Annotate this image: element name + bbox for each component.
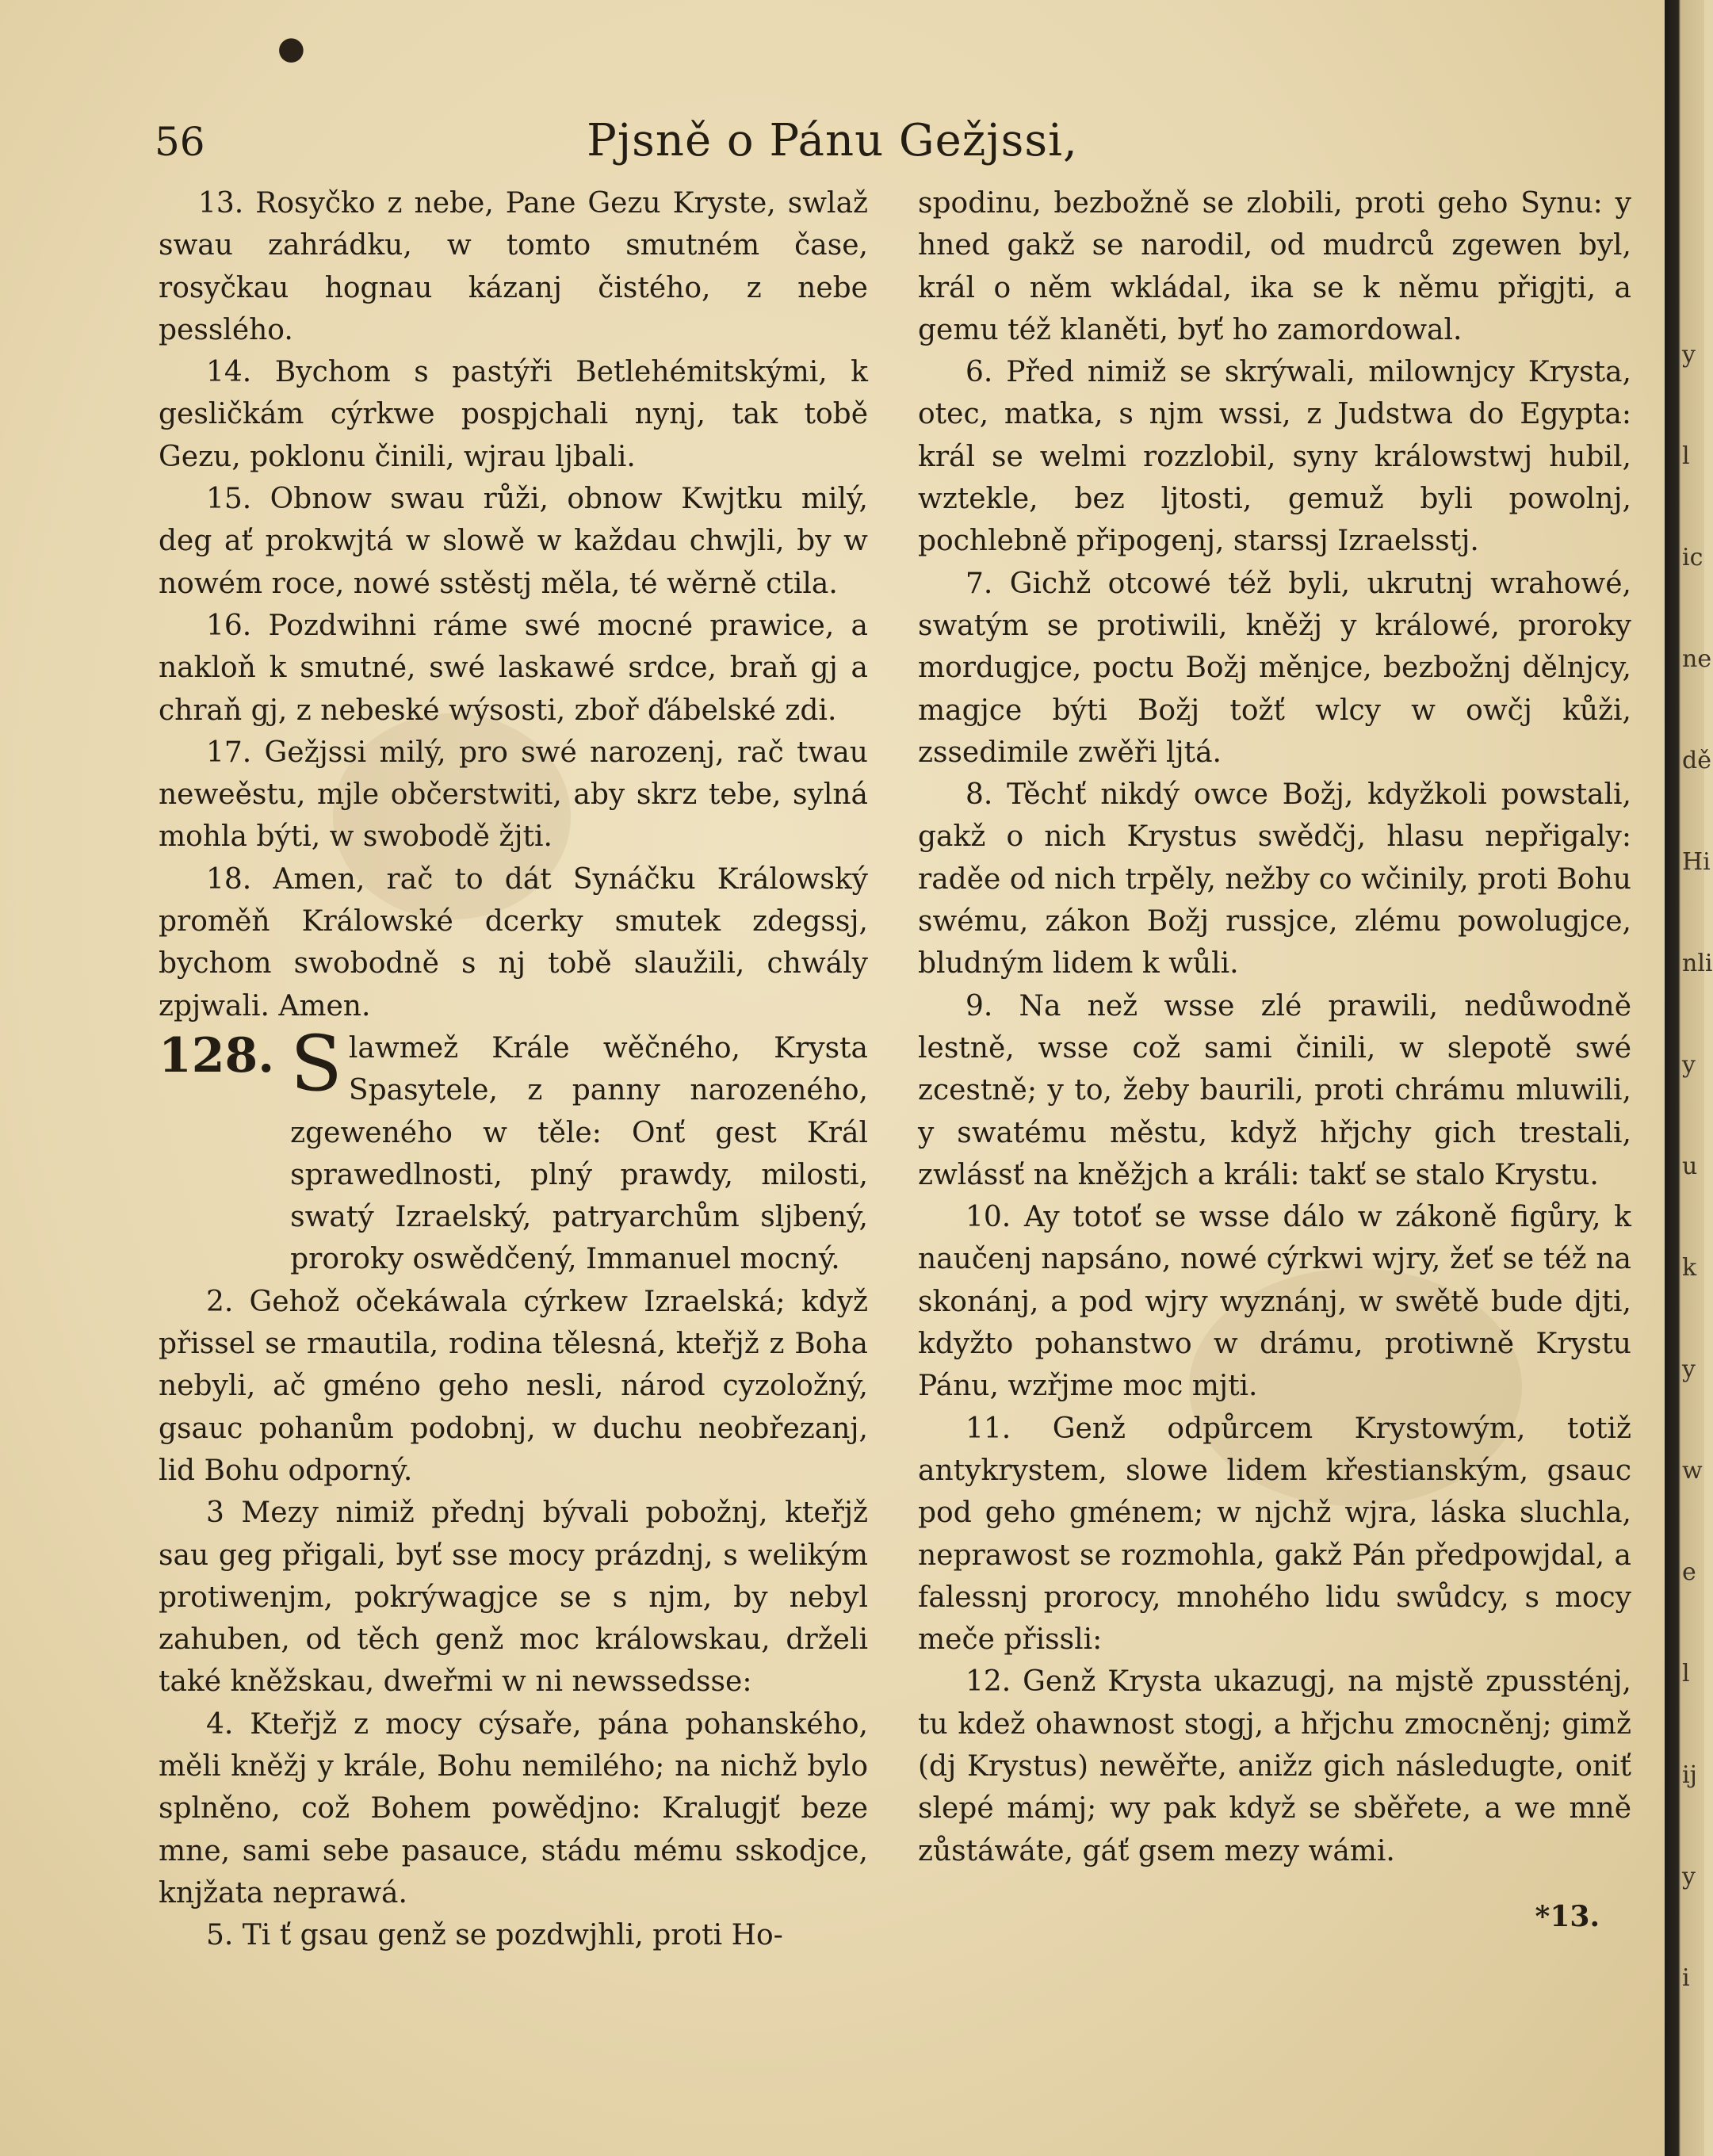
edge-fragment: Hi (1682, 848, 1711, 876)
edge-fragment: nli (1682, 950, 1713, 977)
edge-fragment: dě (1682, 747, 1711, 774)
ink-mark: ● (277, 30, 305, 67)
stanza: 9. Na než wsse zlé prawili, nedůwodně lestně, wsse což sami činili, w slepotě swé zcestně; y to, žeby baurili, proti chrámu mluwili, y swatému městu, když hřjchy gich trestali, zwlássť na kněžjch a králi: takť se stalo Krystu. (918, 989, 1631, 1191)
edge-fragment: ne (1682, 645, 1712, 673)
edge-fragment: y (1682, 1355, 1696, 1383)
stanza: 5. Ti ť gsau genž se pozdwjhli, proti Ho- (206, 1919, 783, 1952)
edge-fragment: y (1682, 341, 1696, 369)
stanza: 13. Rosyčko z nebe, Pane Gezu Kryste, swlaž swau zahrádku, w tomto smutném čase, rosyčkau hognau kázanj čistého, z nebe pesslého. (159, 187, 868, 346)
page-title: Pjsně o Pánu Gežjssi, (587, 115, 1078, 166)
stanza: 3 Mezy nimiž přednj bývali pobožnj, kteřjž sau geg přigali, byť sse mocy prázdnj, s welikým protiwenjm, pokrýwagjce se s njm, by nebyl zahuben, od těch genž moc králowskau, drželi také kněžskau, dweřmi w ni newssedsse: (159, 1497, 868, 1699)
stanza: 8. Těchť nikdý owce Božj, kdyžkoli powstali, gakž o nich Krystus swědčj, hlasu nepřigaly: raděe od nich trpěly, nežby co wčinily, proti Bohu swému, zákon Božj russjce, zlému powolugjce, bludným lidem k wůli. (918, 778, 1631, 981)
edge-fragment: y (1682, 1863, 1696, 1890)
stanza: 15. Obnow swau růži, obnow Kwjtku milý, deg ať prokwjtá w slowě w každau chwjli, by w nowém roce, nowé sstěstj měla, té wěrně ctila. (159, 483, 868, 600)
edge-fragment: l (1682, 442, 1690, 470)
stanza: 10. Ay totoť se wsse dálo w zákoně figůry, k naučenj napsáno, nowé cýrkwi wjry, žeť se též na skonánj, a pod wjry wyznánj, w swětě bude djti, kdyžto pohanstwo w drámu, protiwně Krystu Pánu, wzřjme moc mjti. (918, 1201, 1631, 1403)
hymn-heading (159, 1019, 868, 1281)
stanza-continuation: spodinu, bezbožně se zlobili, proti geho Synu: y hned gakž se narodil, od mudrců zgewen byl, král o něm wkládal, ika se k němu přigjti, a gemu též klaněti, byť ho zamordowal. (918, 187, 1631, 346)
edge-fragment: u (1682, 1153, 1698, 1180)
hymn-first-stanza-text: lawmež Krále wěčného, Krysta Spasytele, z panny narozeného, zgeweného w těle: Onť gest Král sprawedlnosti, plný prawdy, milosti, swatý Izraelský, patryarchům sljbený, proroky oswědčený, Immanuel mocný. (290, 1031, 868, 1276)
hymn-first-stanza (290, 1019, 868, 1281)
stanza: 7. Gichž otcowé též byli, ukrutnj wrahowé, swatým se protiwili, kněžj y králowé, proroky mordugjce, poctu Božj měnjce, bezbožnj dělnjcy, magjce býti Božj tožť wlcy w owčj kůži, zssedimile zwěři ljtá. (918, 567, 1631, 769)
edge-fragment: ij (1682, 1761, 1697, 1789)
edge-fragment: y (1682, 1051, 1696, 1079)
drop-cap: S (290, 1019, 342, 1108)
edge-fragment: l (1682, 1660, 1690, 1688)
stanza: 6. Před nimiž se skrýwali, milownjcy Krysta, otec, matka, s njm wssi, z Judstwa do Egypta: král se welmi rozzlobil, syny králowstwj hubil, wztekle, bez ljtosti, gemuž byli powolnj, pochlebně připogenj, starssj Izraelsstj. (918, 356, 1631, 558)
hymn-number: 128. (159, 1027, 275, 1084)
edge-fragment: i (1682, 1964, 1690, 1992)
stanza: 14. Bychom s pastýři Betlehémitskými, k gesličkám cýrkwe pospjchali nynj, tak tobě Gezu, poklonu činili, wjrau ljbali. (159, 356, 868, 473)
page-number: 56 (155, 119, 205, 165)
stanza: 12. Genž Krysta ukazugj, na mjstě zpussténj, tu kdež ohawnost stogj, a hřjchu zmocněnj; gimž (dj Krystus) newěřte, anižz gich následugte, oniť slepé mámj; wy pak když se sběřete, a we mně zůstáwáte, gáť gsem mezy wámi. (918, 1665, 1631, 1867)
catchword: *13. (1535, 1899, 1600, 1933)
left-column (159, 182, 868, 1956)
stanza: 4. Kteřjž z mocy cýsaře, pána pohanského, měli kněžj y krále, Bohu nemilého; na nichž bylo splněno, což Bohem powědjno: Kralugjť beze mne, sami sebe pasauce, stádu mému sskodjce, knjžata neprawá. (159, 1707, 868, 1909)
stanza: 2. Gehož očekáwala cýrkew Izraelská; když přissel se rmautila, rodina tělesná, kteřjž z Boha nebyli, ač gméno geho nesli, národ cyzoložný, gsauc pohanům podobnj, w duchu neobřezanj, lid Bohu odporný. (159, 1285, 868, 1487)
stanza: 11. Genž odpůrcem Krystowým, totiž antykrystem, slowe lidem křestianským, gsauc pod geho gménem; w njchž wjra, láska sluchla, neprawost se rozmohla, gakž Pán předpowjdal, a falessnj prorocy, mnohého lidu swůdcy, s mocy meče přissli: (918, 1412, 1631, 1657)
edge-fragment: e (1682, 1558, 1696, 1586)
edge-fragment: ic (1682, 544, 1703, 571)
stanza: 18. Amen, rač to dát Synáčku Králowský proměň Králowské dcerky smutek zdegssj, bychom swobodně s nj tobě slaužili, chwály zpjwali. Amen. (159, 862, 868, 1023)
stanza: 17. Gežjssi milý, pro swé narozenj, rač twau neweěstu, mjle občerstwiti, aby skrz tebe, sylná mohla býti, w swobodě žjti. (159, 736, 868, 854)
edge-fragment: k (1682, 1254, 1697, 1282)
right-column (918, 182, 1631, 1938)
stanza: 16. Pozdwihni ráme swé mocné prawice, a nakloň k smutné, swé laskawé srdce, braň gj a chraň gj, z nebeské wýsosti, zboř ďábelské zdi. (159, 609, 868, 727)
edge-fragment: w (1682, 1457, 1703, 1485)
